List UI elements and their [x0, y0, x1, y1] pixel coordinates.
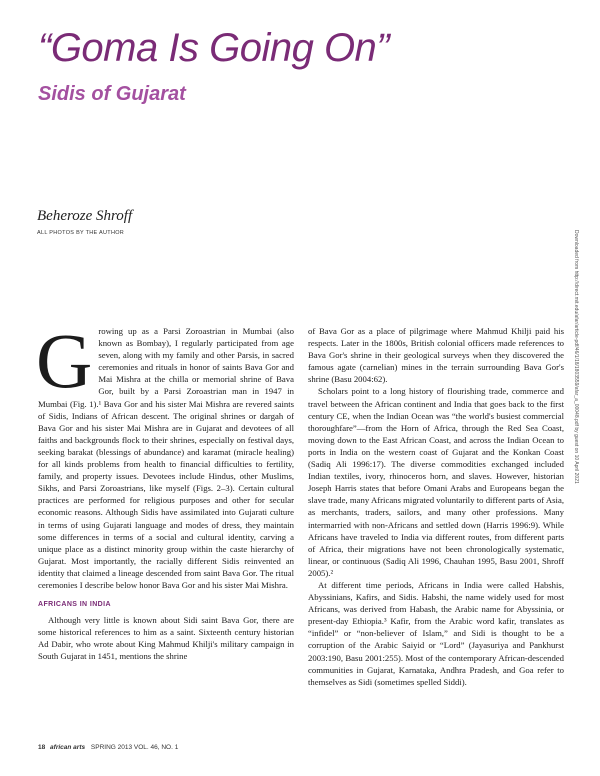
- right-column: [308, 325, 564, 688]
- download-watermark: Downloaded from http://direct.mit.edu/afar/article-pdf/46/1/18/1803559/afar_a_00048.pdf by guest on 10 April 2021: [573, 230, 579, 484]
- intro-text: rowing up as a Parsi Zoroastrian in Mumbai (also known as Bombay), I regularly participated from age seven, along with my family and other Parsis, in sacred ceremonies and rituals in honor of saints Bava Gor and Mai Mishra at the chilla or memorial shrine of Bava Gor, built by a Parsi Zoroastrian man in 1947 in Mumbai (Fig. 1).¹ Bava Gor and his sister Mai Mishra are revered saints of Sidis, Indians of African descent. The original shrines or dargah of Bava Gor and his sister Mai Mishra are in Gujarat and devotees of all faiths and backgrounds flock to their shrines, especially on festival days, seeking barakat (blessings of abundance) and karamat (miracle healing) for all kinds problems from health to financial difficulties to fertility, family, and property issues. Devotees include Hindus, other Muslims, Sikhs, and Parsi Zoroastrians, like myself (Figs. 2–3). Certain cultural practices are performed for religious purposes and other for secular economic reasons. Although Sidis have assimilated into Gujarati culture in terms of using Gujarati language and modes of dress, they maintain some differences in terms of a social and cultural identity, carving a unique place as a distinct minority group within the caste hierarchy of Gujarat. Most importantly, the racially different Sidis reinvented an identity that claimed a lineage descended from saint Bava Gor. The ritual ceremonies I describe below honor Bava Gor and his sister Mai Mishra.: [38, 326, 294, 590]
- body-paragraph: of Bava Gor as a place of pilgrimage where Mahmud Khilji paid his respects. Later in the 1800s, British colonial officers made references to Bava Gor's shrine in their geological surveys when they discovered the famous agate (carnelian) mines in the terrain surrounding Bava Gor's shrine (Basu 2004:62).: [308, 326, 564, 385]
- drop-cap: G: [36, 317, 93, 404]
- page-number: 18: [38, 744, 46, 751]
- article-subtitle: Sidis of Gujarat: [38, 83, 186, 105]
- section-heading: AFRICANS IN INDIA: [38, 601, 111, 609]
- author-name: Beheroze Shroff: [37, 208, 133, 224]
- body-paragraph: At different time periods, Africans in India were called Habshis, Abyssinians, Kafirs, and Sidis. Habshi, the name widely used for most Africans, was derived from Habash, the Arabic name for Abyssinia, or present-day Ethiopia.³ Kafir, from the Arabic word kafir, translates as “infidel” or “non-believer of Islam,” and Sidi is thought to be a corruption of the Arabic Saiyid or “Lord” (Jayasuriya and Pankhurst 2003:190, Basu 2001:255). Most of the contemporary African-descended communities in Gujarat, Karnataka, Andhra Pradesh, and Goa refer to themselves as Sidi (sometimes spelled Siddi).: [308, 579, 564, 687]
- body-paragraph: Although very little is known about Sidi saint Bava Gor, there are some historical references to him as a saint. Sixteenth century historian Ad Dabir, who wrote about King Mahmud Khilji's military campaign in South Gujarat in 1451, mentions the shrine: [38, 615, 294, 662]
- photo-credit: ALL PHOTOS BY THE AUTHOR: [37, 230, 125, 236]
- body-paragraph: Scholars point to a long history of flourishing trade, commerce and travel between the African continent and India that goes back to the first century CE, when the Indian Ocean was “the world's busiest commercial thoroughfare”—from the Horn of Africa, through the Red Sea Coast, moving down to the East African Coast, and across the Indian Ocean to ports in India on the western coast of Gujarat and the Konkan Coast (Sadiq Ali 1996:17). The diverse commodities exchanged included Indian textiles, ivory, rhinoceros horn, and slaves. However, historian Joseph Harris states that before Omani Arabs and Europeans began the slave trade, many Africans migrated voluntarily to different parts of Asia, as merchants, traders, sailors, and many other professions. Many intermarried with non-Africans and settled down (Harris 1996:9). While Africans have traveled to India via different routes, from different parts of Africa, their migrations have not been chronologically systematic, linear, or continuous (Sadiq Ali 1996, Chauhan 1995, Basu 2001, Shroff 2005).²: [308, 386, 564, 578]
- issue-info: SPRING 2013 VOL. 46, NO. 1: [90, 744, 179, 751]
- intro-paragraph: [36, 317, 294, 591]
- publication-name: african arts: [50, 744, 86, 751]
- article-title: “Goma Is Going On”: [38, 26, 390, 70]
- left-column: [36, 317, 294, 663]
- page-footer: [38, 744, 178, 751]
